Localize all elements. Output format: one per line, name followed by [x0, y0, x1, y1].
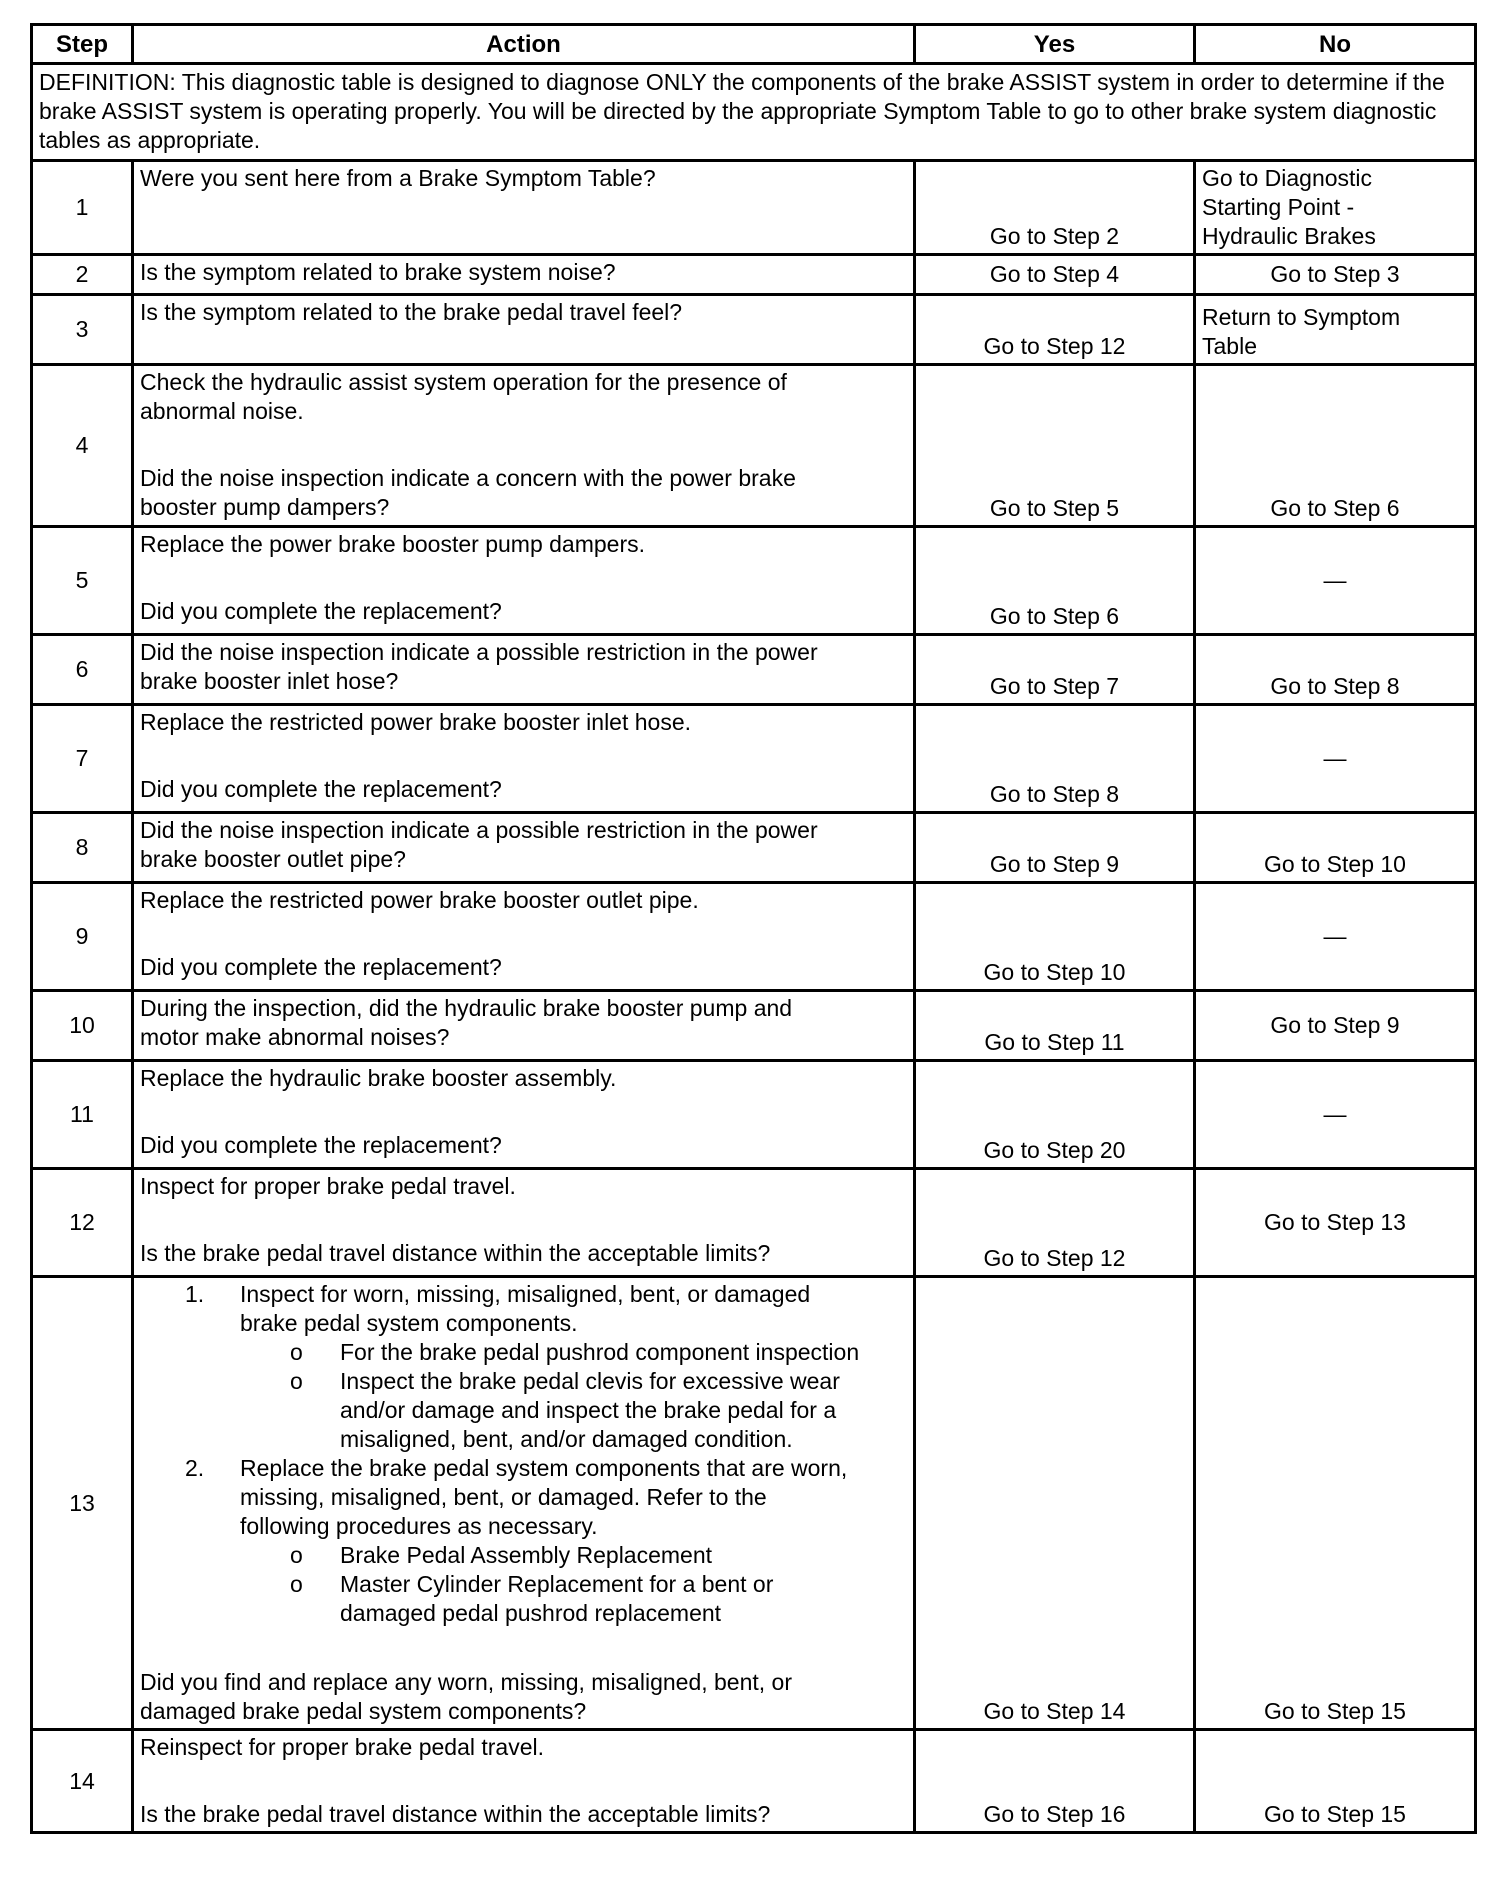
header-no: No: [1195, 25, 1476, 64]
definition-text: DEFINITION: This diagnostic table is designed to diagnose ONLY the components of the brake ASSIST system in order to determine if the brake ASSIST system is operating properly. You will be directed by the appropriate Symptom Table to go to other brake system diagnostic tables as appropriate.: [32, 64, 1476, 161]
procedure-substep-text: and/or damage and inspect the brake pedal for a: [340, 1397, 837, 1423]
yes-cell: Go to Step 20: [915, 1061, 1195, 1169]
no-cell: [1195, 705, 1476, 813]
procedure-step: [185, 1280, 907, 1454]
no-cell: [1195, 527, 1476, 635]
action-line: Were you sent here from a Brake Symptom Table?: [140, 165, 656, 191]
step-number: 11: [32, 1061, 133, 1169]
step-number: 1: [32, 161, 133, 255]
action-line: Did the noise inspection indicate a possible restriction in the power: [140, 817, 818, 843]
procedure-step-number: 2.: [185, 1455, 205, 1481]
no-line: Go to Diagnostic: [1202, 165, 1373, 191]
no-line: Go to Step 3: [1270, 261, 1400, 287]
yes-cell: Go to Step 12: [915, 295, 1195, 365]
action-cell: [133, 991, 915, 1061]
procedure-substep-text: For the brake pedal pushrod component inspection: [340, 1339, 860, 1365]
action-cell: [133, 295, 915, 365]
yes-cell: Go to Step 11: [915, 991, 1195, 1061]
action-line: Replace the restricted power brake booster outlet pipe.: [140, 887, 699, 913]
bullet-icon: o: [290, 1571, 303, 1597]
no-line: Hydraulic Brakes: [1202, 223, 1376, 249]
header-yes: Yes: [915, 25, 1195, 64]
no-line: Go to Step 9: [1270, 1012, 1400, 1038]
step-number: 8: [32, 813, 133, 883]
action-cell: [133, 365, 915, 527]
action-line: Did you complete the replacement?: [140, 954, 502, 980]
no-cell: [1195, 991, 1476, 1061]
yes-cell: Go to Step 12: [915, 1169, 1195, 1277]
procedure-substep: [290, 1541, 907, 1570]
no-cell: [1195, 1061, 1476, 1169]
action-cell: [133, 1277, 915, 1730]
step-number: 3: [32, 295, 133, 365]
action-line: damaged brake pedal system components?: [140, 1698, 587, 1724]
no-cell: Go to Step 15: [1195, 1277, 1476, 1730]
yes-cell: Go to Step 10: [915, 883, 1195, 991]
procedure-substep: [290, 1367, 907, 1454]
table-row: [32, 813, 1476, 883]
definition-row: [32, 64, 1476, 161]
action-line: Reinspect for proper brake pedal travel.: [140, 1734, 544, 1760]
procedure-substep-text: damaged pedal pushrod replacement: [340, 1600, 722, 1626]
action-line: Did you complete the replacement?: [140, 598, 502, 624]
bullet-icon: o: [290, 1542, 303, 1568]
action-cell: [133, 1061, 915, 1169]
table-row: [32, 1061, 1476, 1169]
no-cell: [1195, 813, 1476, 883]
action-line: During the inspection, did the hydraulic brake booster pump and: [140, 995, 793, 1021]
table-row: [32, 1169, 1476, 1277]
yes-cell: Go to Step 6: [915, 527, 1195, 635]
table-row: [32, 365, 1476, 527]
action-line: Is the brake pedal travel distance within the acceptable limits?: [140, 1801, 771, 1827]
no-cell: [1195, 295, 1476, 365]
action-line: Did you find and replace any worn, missing, misaligned, bent, or: [140, 1669, 793, 1695]
table-row: [32, 1730, 1476, 1833]
action-line: brake booster outlet pipe?: [140, 846, 406, 872]
no-cell: [1195, 255, 1476, 295]
yes-cell: Go to Step 4: [915, 255, 1195, 295]
action-line: Is the symptom related to brake system noise?: [140, 259, 616, 285]
step-number: 4: [32, 365, 133, 527]
procedure-step-number: 1.: [185, 1281, 205, 1307]
procedure-substep-text: Inspect the brake pedal clevis for excessive wear: [340, 1368, 840, 1394]
no-line: Go to Step 8: [1270, 673, 1400, 699]
procedure-step-text: following procedures as necessary.: [240, 1513, 598, 1539]
no-cell: [1195, 161, 1476, 255]
table-row: [32, 255, 1476, 295]
procedure-step-text: missing, misaligned, bent, or damaged. Refer to the: [240, 1484, 767, 1510]
no-line: —: [1323, 567, 1347, 593]
bullet-icon: o: [290, 1339, 303, 1365]
yes-cell: Go to Step 8: [915, 705, 1195, 813]
action-line: abnormal noise.: [140, 398, 304, 424]
step-number: 5: [32, 527, 133, 635]
no-line: Go to Step 6: [1270, 495, 1400, 521]
action-line: Replace the hydraulic brake booster assembly.: [140, 1065, 617, 1091]
action-cell: [133, 883, 915, 991]
procedure-substep-text: misaligned, bent, and/or damaged condition.: [340, 1426, 793, 1452]
action-line: booster pump dampers?: [140, 494, 390, 520]
action-line: motor make abnormal noises?: [140, 1024, 450, 1050]
bullet-icon: o: [290, 1368, 303, 1394]
table-row: [32, 161, 1476, 255]
no-cell: [1195, 1169, 1476, 1277]
table-row: [32, 295, 1476, 365]
action-cell: [133, 635, 915, 705]
no-line: Go to Step 13: [1264, 1209, 1406, 1235]
procedure-substeps: [240, 1338, 907, 1454]
diagnostic-document: [30, 23, 1474, 1834]
no-line: —: [1323, 745, 1347, 771]
no-line: Table: [1202, 333, 1257, 359]
yes-cell: Go to Step 14: [915, 1277, 1195, 1730]
action-line: Check the hydraulic assist system operation for the presence of: [140, 369, 787, 395]
yes-cell: Go to Step 16: [915, 1730, 1195, 1833]
step-number: 7: [32, 705, 133, 813]
action-cell: [133, 1169, 915, 1277]
procedure-substep: [290, 1570, 907, 1628]
procedure-substep-text: Master Cylinder Replacement for a bent or: [340, 1571, 774, 1597]
header-action: Action: [133, 25, 915, 64]
procedure-list: [140, 1280, 907, 1628]
step-number: 14: [32, 1730, 133, 1833]
action-cell: [133, 813, 915, 883]
procedure-substep: [290, 1338, 907, 1367]
no-cell: [1195, 883, 1476, 991]
yes-cell: Go to Step 5: [915, 365, 1195, 527]
procedure-step: [185, 1454, 907, 1628]
header-step: Step: [32, 25, 133, 64]
step-number: 9: [32, 883, 133, 991]
header-row: [32, 25, 1476, 64]
action-line: Did the noise inspection indicate a concern with the power brake: [140, 465, 796, 491]
procedure-step-text: Replace the brake pedal system components that are worn,: [240, 1455, 848, 1481]
no-line: —: [1323, 923, 1347, 949]
table-row: [32, 635, 1476, 705]
table-row: [32, 883, 1476, 991]
no-line: Go to Step 10: [1264, 851, 1406, 877]
action-line: Did you complete the replacement?: [140, 1132, 502, 1158]
step-number: 10: [32, 991, 133, 1061]
action-cell: [133, 527, 915, 635]
procedure-substep-text: Brake Pedal Assembly Replacement: [340, 1542, 713, 1568]
procedure-step-text: Inspect for worn, missing, misaligned, bent, or damaged: [240, 1281, 811, 1307]
action-line: Is the symptom related to the brake pedal travel feel?: [140, 299, 683, 325]
procedure-step-text: brake pedal system components.: [240, 1310, 578, 1336]
action-line: Did you complete the replacement?: [140, 776, 502, 802]
no-cell: Go to Step 15: [1195, 1730, 1476, 1833]
table-row: [32, 705, 1476, 813]
step-number: 13: [32, 1277, 133, 1730]
table-row: [32, 1277, 1476, 1730]
yes-cell: Go to Step 7: [915, 635, 1195, 705]
no-line: Return to Symptom: [1202, 304, 1401, 330]
action-line: Did the noise inspection indicate a possible restriction in the power: [140, 639, 818, 665]
action-line: Is the brake pedal travel distance within the acceptable limits?: [140, 1240, 771, 1266]
action-cell: [133, 1730, 915, 1833]
yes-cell: Go to Step 9: [915, 813, 1195, 883]
action-cell: [133, 255, 915, 295]
yes-cell: Go to Step 2: [915, 161, 1195, 255]
no-line: Starting Point -: [1202, 194, 1355, 220]
action-line: Inspect for proper brake pedal travel.: [140, 1173, 516, 1199]
step-number: 12: [32, 1169, 133, 1277]
step-number: 6: [32, 635, 133, 705]
table-row: [32, 527, 1476, 635]
action-line: Replace the power brake booster pump dampers.: [140, 531, 646, 557]
no-cell: [1195, 365, 1476, 527]
step-number: 2: [32, 255, 133, 295]
action-line: Replace the restricted power brake booster inlet hose.: [140, 709, 692, 735]
action-cell: [133, 705, 915, 813]
action-line: brake booster inlet hose?: [140, 668, 399, 694]
no-line: —: [1323, 1101, 1347, 1127]
action-cell: [133, 161, 915, 255]
no-cell: [1195, 635, 1476, 705]
diagnostic-table: [30, 23, 1477, 1834]
procedure-substeps: [240, 1541, 907, 1628]
table-row: [32, 991, 1476, 1061]
